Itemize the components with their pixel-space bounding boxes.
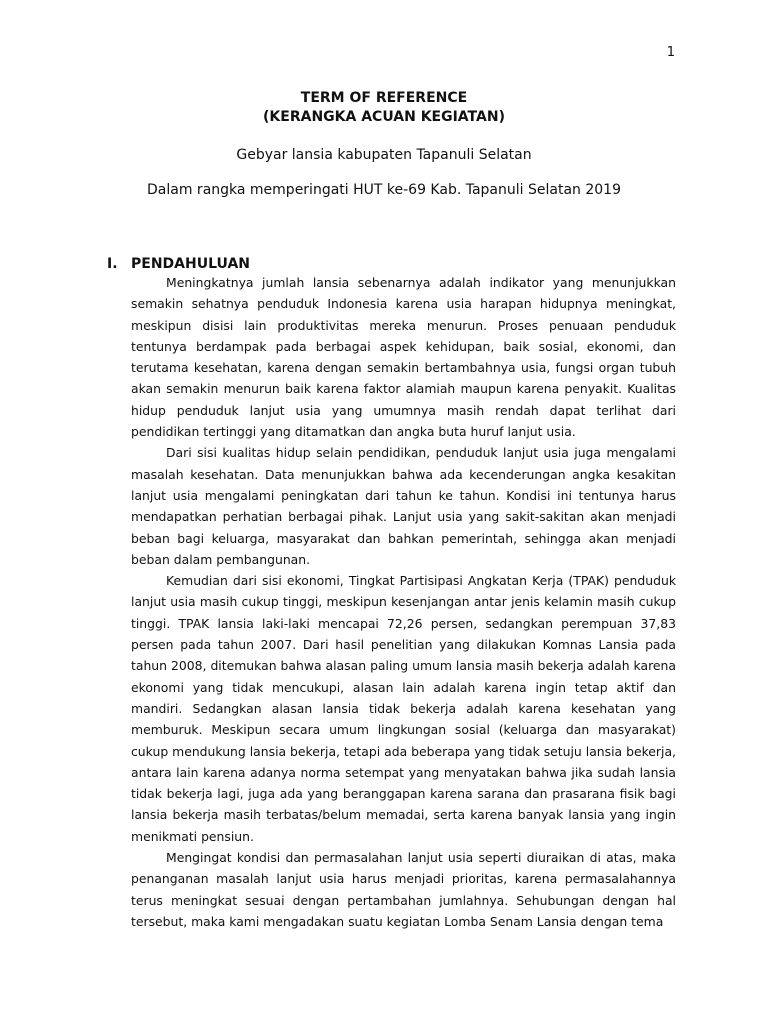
document-title-sub: (KERANGKA ACUAN KEGIATAN) — [263, 109, 505, 125]
event-name: Gebyar lansia kabupaten Tapanuli Selatan — [236, 147, 532, 163]
paragraph: Meningkatnya jumlah lansia sebenarnya adalah indikator yang menunjukkan semakin sehatnya penduduk Indonesia karena usia harapan hidupnya meningkat, meskipun disisi lain produktivitas mereka menurun. Proses penuaan penduduk tentunya berdampak pada berbagai aspek kehidupan, baik sosial, ekonomi, dan terutama kesehatan, karena dengan semakin bertambahnya usia, fungsi organ tubuh akan semakin menurun baik karena faktor alamiah maupun karena penyakit. Kualitas hidup penduduk lanjut usia yang umumnya masih rendah dapat terlihat dari pendidikan tertinggi yang ditamatkan dan angka buta huruf lanjut usia. — [131, 275, 676, 440]
section-number: I. — [107, 256, 118, 272]
event-occasion: Dalam rangka memperingati HUT ke-69 Kab. Tapanuli Selatan 2019 — [147, 182, 621, 198]
section-body — [131, 272, 676, 932]
paragraph: Mengingat kondisi dan permasalahan lanjut usia seperti diuraikan di atas, maka penanganan masalah lanjut usia harus menjadi prioritas, karena permasalahannya terus meningkat sesuai dengan pertambahan jumlahnya. Sehubungan dengan hal tersebut, maka kami mengadakan suatu kegiatan Lomba Senam Lansia dengan tema — [131, 850, 676, 929]
paragraph: Kemudian dari sisi ekonomi, Tingkat Partisipasi Angkatan Kerja (TPAK) penduduk lanjut usia masih cukup tinggi, meskipun kesenjangan antar jenis kelamin masih cukup tinggi. TPAK lansia laki-laki mencapai 72,26 persen, sedangkan perempuan 37,83 persen pada tahun 2007. Dari hasil penelitian yang dilakukan Komnas Lansia pada tahun 2008, ditemukan bahwa alasan paling umum lansia masih bekerja adalah karena ekonomi yang tidak mencukupi, alasan lain adalah karena ingin tetap aktif dan mandiri. Sedangkan alasan lansia tidak bekerja adalah karena kesehatan yang memburuk. Meskipun secara umum lingkungan sosial (keluarga dan masyarakat) cukup mendukung lansia bekerja, tetapi ada beberapa yang tidak setuju lansia bekerja, antara lain karena adanya norma setempat yang menyatakan bahwa jika sudah lansia tidak bekerja lagi, juga ada yang beranggapan karena sarana dan prasarana fisik bagi lansia bekerja masih terbatas/belum memadai, serta karena banyak lansia yang ingin menikmati pensiun. — [131, 573, 676, 844]
section-heading — [107, 255, 250, 273]
document-title: TERM OF REFERENCE — [300, 90, 468, 106]
page-number: 1 — [666, 45, 675, 60]
paragraph: Dari sisi kualitas hidup selain pendidikan, penduduk lanjut usia juga mengalami masalah kesehatan. Data menunjukkan bahwa ada kecenderungan angka kesakitan lanjut usia mengalami peningkatan dari tahun ke tahun. Kondisi ini tentunya harus mendapatkan perhatian berbagai pihak. Lanjut usia yang sakit-sakitan akan menjadi beban bagi keluarga, masyarakat dan bahkan pemerintah, sehingga akan menjadi beban dalam pembangunan. — [131, 445, 676, 567]
section-title: PENDAHULUAN — [131, 256, 250, 272]
